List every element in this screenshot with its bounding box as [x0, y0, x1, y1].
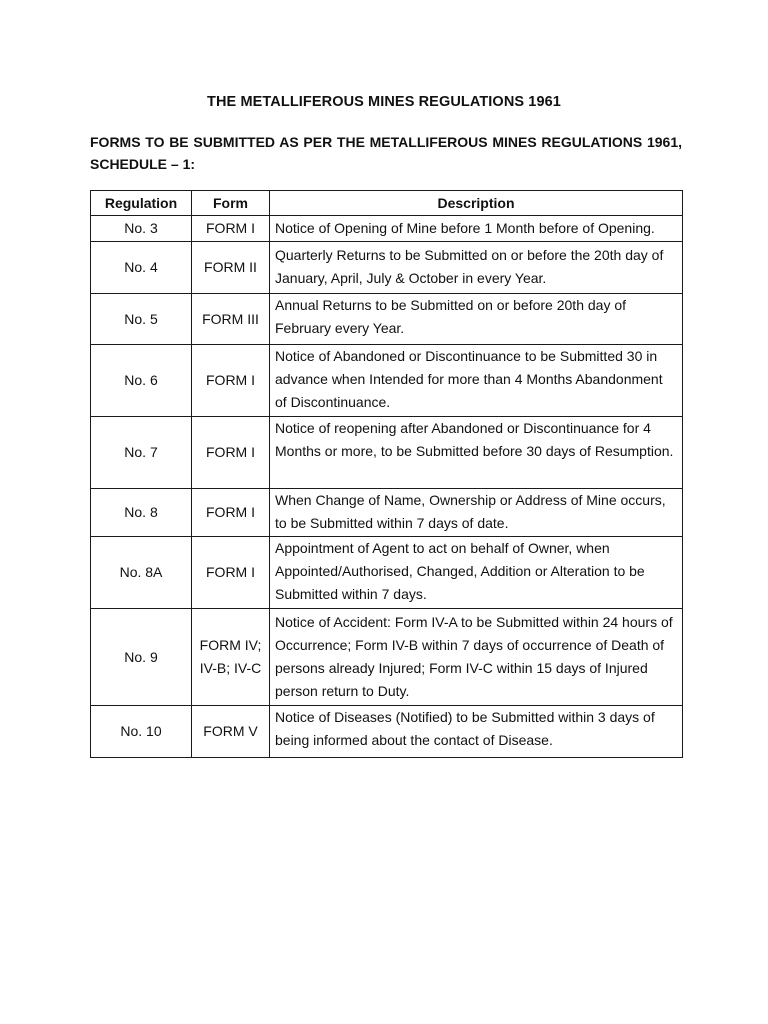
table-row: [91, 345, 683, 417]
form-cell: FORM I: [192, 417, 270, 489]
form-cell: FORM I: [192, 345, 270, 417]
document-subtitle: [90, 131, 682, 175]
table-row: [91, 537, 683, 609]
regulation-cell: No. 7: [91, 417, 192, 489]
regulation-cell: No. 5: [91, 294, 192, 345]
table-header-row: [91, 191, 683, 216]
regulation-cell: No. 3: [91, 216, 192, 242]
regulation-cell: No. 6: [91, 345, 192, 417]
form-cell: FORM II: [192, 242, 270, 294]
description-cell: Notice of Abandoned or Discontinuance to be Submitted 30 in advance when Intended for more than 4 Months Abandonment of Discontinuance.: [270, 345, 683, 417]
description-cell: Notice of Diseases (Notified) to be Submitted within 3 days of being informed about the contact of Disease.: [270, 706, 683, 758]
form-cell: FORM I: [192, 489, 270, 537]
form-cell: FORM IV; IV-B; IV-C: [192, 609, 270, 706]
form-cell: FORM I: [192, 216, 270, 242]
form-cell: FORM V: [192, 706, 270, 758]
header-form: Form: [192, 191, 270, 216]
header-description: Description: [270, 191, 683, 216]
regulation-cell: No. 8: [91, 489, 192, 537]
table-row: [91, 294, 683, 345]
table-row: [91, 216, 683, 242]
regulation-cell: No. 8A: [91, 537, 192, 609]
description-cell: Quarterly Returns to be Submitted on or before the 20th day of January, April, July & October in every Year.: [270, 242, 683, 294]
page-title: THE METALLIFEROUS MINES REGULATIONS 1961: [207, 94, 561, 110]
table-row: [91, 489, 683, 537]
table-row: [91, 242, 683, 294]
table-row: [91, 609, 683, 706]
subtitle-line-2: SCHEDULE – 1:: [90, 156, 196, 172]
regulation-cell: No. 10: [91, 706, 192, 758]
table-row: [91, 706, 683, 758]
description-cell: Annual Returns to be Submitted on or before 20th day of February every Year.: [270, 294, 683, 345]
description-cell: When Change of Name, Ownership or Address of Mine occurs, to be Submitted within 7 days of date.: [270, 489, 683, 537]
forms-table: [90, 190, 683, 758]
subtitle-line-1: FORMS TO BE SUBMITTED AS PER THE METALLIFEROUS MINES REGULATIONS 1961,: [90, 134, 682, 150]
regulation-cell: No. 4: [91, 242, 192, 294]
description-cell: Notice of reopening after Abandoned or Discontinuance for 4 Months or more, to be Submitted before 30 days of Resumption.: [270, 417, 683, 489]
table-row: [91, 417, 683, 489]
description-cell: Notice of Opening of Mine before 1 Month before of Opening.: [270, 216, 683, 242]
form-cell: FORM III: [192, 294, 270, 345]
description-cell: Notice of Accident: Form IV-A to be Submitted within 24 hours of Occurrence; Form IV-B within 7 days of occurrence of Death of persons already Injured; Form IV-C within 15 days of Injured person return to Duty.: [270, 609, 683, 706]
description-cell: Appointment of Agent to act on behalf of Owner, when Appointed/Authorised, Changed, Addition or Alteration to be Submitted within 7 days.: [270, 537, 683, 609]
form-cell: FORM I: [192, 537, 270, 609]
regulation-cell: No. 9: [91, 609, 192, 706]
header-regulation: Regulation: [91, 191, 192, 216]
